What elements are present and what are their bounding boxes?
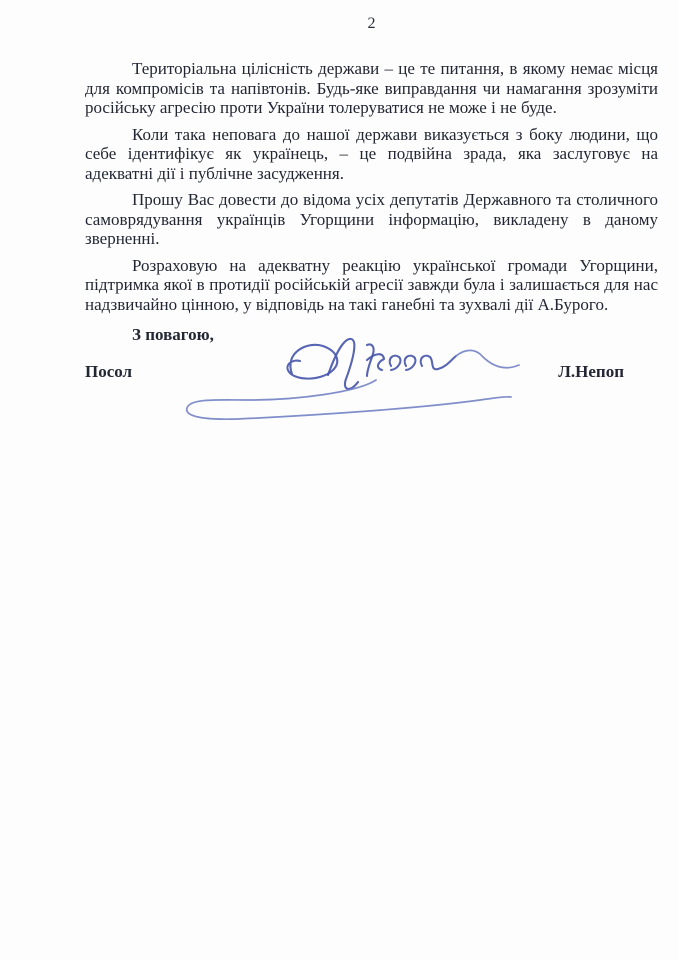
paragraph-territorial-integrity: Територіальна цілісність держави – це те питання, в якому немає місця для компромісів та напівтонів. Будь-яке виправдання чи намагання зрозуміти російську агресію проти України толеруватися не може і не буде. xyxy=(85,59,658,117)
page-number: 2 xyxy=(367,15,376,32)
letter-content xyxy=(85,14,658,381)
signer-title: Посол xyxy=(85,361,133,381)
paragraph-request-to-inform: Прошу Вас довести до відома усіх депутатів Державного та столичного самоврядування українців Угорщини інформацію, викладену в даному зверненні. xyxy=(85,190,658,248)
paragraph-expectation: Розраховую на адекватну реакцію української громади Угорщини, підтримка якої в протидії російській агресії завжди була і залишається для нас надзвичайно цінною, у відповідь на такі ганебні та зухвалі дії А.Бурого. xyxy=(85,255,658,314)
paragraph-double-betrayal: Коли така неповага до нашої держави виказується з боку людини, що себе ідентифікує як українець, – це подвійна зрада, яка заслуговує на адекватні дії і публічне засудження. xyxy=(85,124,658,183)
closing-salutation: З повагою, xyxy=(132,325,214,344)
signature-block xyxy=(85,362,658,382)
signer-name: Л.Непоп xyxy=(558,361,624,381)
